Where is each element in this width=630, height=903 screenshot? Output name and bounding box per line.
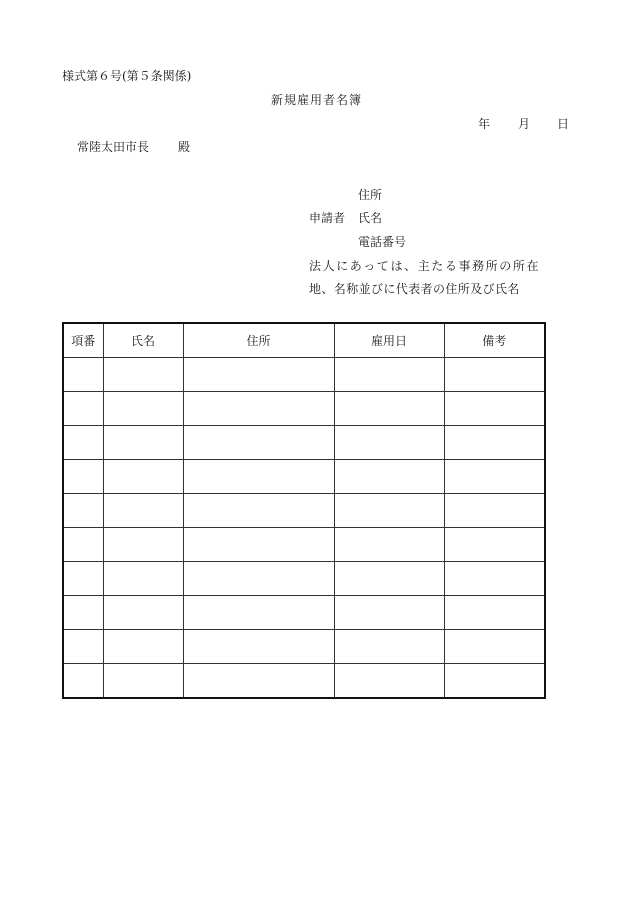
- table-row: [63, 392, 545, 426]
- table-row: [63, 664, 545, 699]
- addressee-name: 常陸太田市長: [77, 140, 150, 154]
- cell-remarks[interactable]: [444, 460, 545, 494]
- column-header-hire-date: 雇用日: [334, 323, 444, 358]
- cell-address[interactable]: [183, 460, 334, 494]
- applicant-name-label: 氏名: [358, 211, 383, 225]
- form-number: 様式第６号(第５条関係): [62, 69, 192, 83]
- date-month-label: 月: [518, 117, 531, 131]
- cell-item-no[interactable]: [63, 596, 103, 630]
- cell-item-no[interactable]: [63, 562, 103, 596]
- cell-name[interactable]: [103, 664, 183, 699]
- cell-remarks[interactable]: [444, 358, 545, 392]
- table-row: [63, 630, 545, 664]
- cell-name[interactable]: [103, 392, 183, 426]
- table-row: [63, 426, 545, 460]
- cell-hire-date[interactable]: [334, 358, 444, 392]
- cell-remarks[interactable]: [444, 392, 545, 426]
- cell-address[interactable]: [183, 528, 334, 562]
- column-header-name: 氏名: [103, 323, 183, 358]
- cell-name[interactable]: [103, 630, 183, 664]
- cell-name[interactable]: [103, 426, 183, 460]
- cell-name[interactable]: [103, 358, 183, 392]
- table-header-row: [63, 323, 545, 358]
- cell-item-no[interactable]: [63, 664, 103, 699]
- corporate-note-line-2: 地、名称並びに代表者の住所及び氏名: [309, 282, 520, 296]
- cell-hire-date[interactable]: [334, 392, 444, 426]
- applicant-address-label: 住所: [358, 188, 383, 202]
- corporate-note-line-1: 法人にあっては、主たる事務所の所在: [309, 259, 541, 273]
- column-header-remarks: 備考: [444, 323, 545, 358]
- cell-address[interactable]: [183, 664, 334, 699]
- table-body: [63, 358, 545, 699]
- cell-remarks[interactable]: [444, 494, 545, 528]
- table-row: [63, 358, 545, 392]
- column-header-address: 住所: [183, 323, 334, 358]
- cell-name[interactable]: [103, 494, 183, 528]
- cell-address[interactable]: [183, 358, 334, 392]
- cell-item-no[interactable]: [63, 528, 103, 562]
- addressee-honorific: 殿: [178, 140, 191, 154]
- cell-remarks[interactable]: [444, 562, 545, 596]
- cell-name[interactable]: [103, 528, 183, 562]
- cell-hire-date[interactable]: [334, 562, 444, 596]
- date-day-label: 日: [557, 117, 570, 131]
- cell-hire-date[interactable]: [334, 664, 444, 699]
- cell-item-no[interactable]: [63, 392, 103, 426]
- cell-address[interactable]: [183, 426, 334, 460]
- cell-remarks[interactable]: [444, 426, 545, 460]
- table-row: [63, 596, 545, 630]
- applicant-phone-label: 電話番号: [358, 235, 407, 249]
- date-year-label: 年: [478, 117, 491, 131]
- employee-roster-table: [62, 322, 546, 699]
- cell-item-no[interactable]: [63, 494, 103, 528]
- table-row: [63, 460, 545, 494]
- cell-address[interactable]: [183, 596, 334, 630]
- column-header-item-no: 項番: [63, 323, 103, 358]
- cell-hire-date[interactable]: [334, 494, 444, 528]
- cell-hire-date[interactable]: [334, 426, 444, 460]
- cell-hire-date[interactable]: [334, 528, 444, 562]
- table-row: [63, 562, 545, 596]
- page-title: 新規雇用者名簿: [271, 93, 363, 107]
- cell-hire-date[interactable]: [334, 630, 444, 664]
- cell-remarks[interactable]: [444, 630, 545, 664]
- cell-remarks[interactable]: [444, 596, 545, 630]
- cell-item-no[interactable]: [63, 460, 103, 494]
- cell-name[interactable]: [103, 460, 183, 494]
- applicant-label: 申請者: [309, 211, 346, 225]
- cell-hire-date[interactable]: [334, 596, 444, 630]
- cell-address[interactable]: [183, 392, 334, 426]
- cell-hire-date[interactable]: [334, 460, 444, 494]
- cell-address[interactable]: [183, 494, 334, 528]
- cell-address[interactable]: [183, 630, 334, 664]
- cell-address[interactable]: [183, 562, 334, 596]
- cell-name[interactable]: [103, 596, 183, 630]
- cell-remarks[interactable]: [444, 528, 545, 562]
- cell-remarks[interactable]: [444, 664, 545, 699]
- cell-name[interactable]: [103, 562, 183, 596]
- table-row: [63, 528, 545, 562]
- cell-item-no[interactable]: [63, 426, 103, 460]
- table-row: [63, 494, 545, 528]
- cell-item-no[interactable]: [63, 630, 103, 664]
- cell-item-no[interactable]: [63, 358, 103, 392]
